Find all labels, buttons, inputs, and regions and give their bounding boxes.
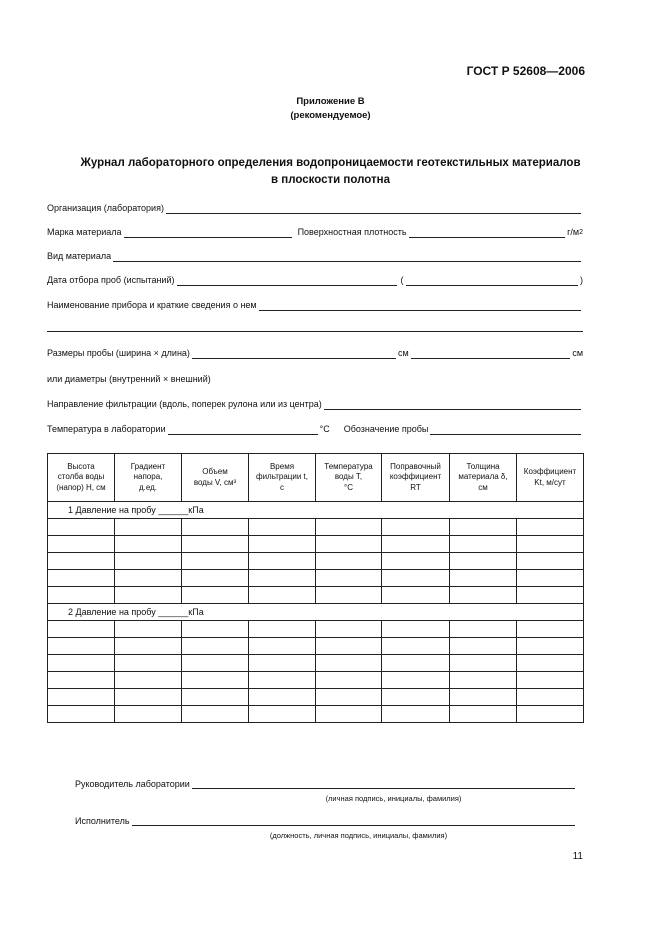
table-cell bbox=[182, 519, 249, 536]
table-cell bbox=[48, 655, 115, 672]
table-cell bbox=[517, 638, 584, 655]
table-cell bbox=[450, 587, 517, 604]
table-cell bbox=[115, 706, 182, 723]
table-cell bbox=[115, 553, 182, 570]
col-head-temperature: Температура воды T, °С bbox=[316, 454, 382, 502]
table-cell bbox=[115, 519, 182, 536]
table-cell bbox=[249, 553, 316, 570]
table-group-row bbox=[48, 604, 584, 621]
table-cell bbox=[316, 587, 382, 604]
surface-density-label: Поверхностная плотность bbox=[297, 227, 407, 237]
table-cell bbox=[382, 570, 450, 587]
table-cell bbox=[382, 536, 450, 553]
appendix-status: (рекомендуемое) bbox=[290, 110, 371, 121]
table-cell bbox=[517, 570, 584, 587]
lab-temperature-line bbox=[168, 424, 318, 435]
table-cell bbox=[382, 621, 450, 638]
table-cell bbox=[450, 570, 517, 587]
table-cell bbox=[517, 621, 584, 638]
head-signature-row bbox=[75, 778, 577, 789]
table-row bbox=[48, 638, 584, 655]
table-cell bbox=[249, 706, 316, 723]
table-cell bbox=[182, 621, 249, 638]
table-cell bbox=[382, 689, 450, 706]
instrument-label: Наименование прибора и краткие сведения о нем bbox=[47, 300, 257, 310]
table-cell bbox=[182, 570, 249, 587]
table-cell bbox=[382, 519, 450, 536]
diameters-label: или диаметры (внутренний × внешний) bbox=[47, 374, 211, 384]
table-group-row bbox=[48, 502, 584, 519]
table-row bbox=[48, 587, 584, 604]
table-cell bbox=[316, 621, 382, 638]
table-cell bbox=[316, 519, 382, 536]
table-row bbox=[48, 706, 584, 723]
table-cell bbox=[48, 621, 115, 638]
material-row bbox=[47, 224, 583, 238]
material-type-row bbox=[47, 248, 583, 262]
table-cell bbox=[48, 638, 115, 655]
table-cell bbox=[182, 655, 249, 672]
table-cell bbox=[316, 570, 382, 587]
table-cell bbox=[316, 655, 382, 672]
table-cell bbox=[182, 536, 249, 553]
table-header-row bbox=[48, 454, 584, 502]
organization-label: Организация (лаборатория) bbox=[47, 203, 164, 213]
table-cell bbox=[249, 638, 316, 655]
table-cell bbox=[517, 536, 584, 553]
table-cell bbox=[48, 672, 115, 689]
material-brand-line bbox=[124, 227, 292, 238]
table-row bbox=[48, 519, 584, 536]
col-head-height: Высота столба воды (напор) H, см bbox=[48, 454, 115, 502]
table-cell bbox=[382, 706, 450, 723]
organization-row bbox=[47, 200, 583, 214]
table-cell bbox=[517, 553, 584, 570]
table-cell bbox=[115, 672, 182, 689]
sample-length-unit: см bbox=[572, 348, 583, 358]
head-caption: (личная подпись, инициалы, фамилия) bbox=[325, 794, 462, 803]
table-cell bbox=[316, 706, 382, 723]
page-title-line1: Журнал лабораторного определения водопроницаемости геотекстильных материалов bbox=[80, 157, 581, 169]
table-cell bbox=[382, 553, 450, 570]
sample-width-line bbox=[192, 348, 396, 359]
journal-table bbox=[47, 453, 584, 723]
diameters-row bbox=[47, 371, 583, 385]
sample-length-line bbox=[411, 348, 571, 359]
table-cell bbox=[316, 638, 382, 655]
filtration-direction-row bbox=[47, 396, 583, 410]
table-cell bbox=[249, 672, 316, 689]
table-row bbox=[48, 570, 584, 587]
table-cell bbox=[517, 706, 584, 723]
table-cell bbox=[382, 587, 450, 604]
sample-designation-label: Обозначение пробы bbox=[343, 424, 429, 434]
table-cell bbox=[182, 689, 249, 706]
standard-code: ГОСТ Р 52608—2006 bbox=[466, 64, 585, 78]
table-cell bbox=[115, 570, 182, 587]
col-head-correction: Поправочный коэффициент RT bbox=[382, 454, 450, 502]
table-cell bbox=[450, 672, 517, 689]
instrument-line bbox=[259, 300, 581, 311]
table-cell bbox=[316, 689, 382, 706]
table-cell bbox=[249, 536, 316, 553]
table-cell bbox=[115, 536, 182, 553]
appendix-label: Приложение В bbox=[296, 96, 365, 107]
temperature-unit: °С bbox=[319, 424, 330, 434]
table-cell bbox=[517, 689, 584, 706]
table-cell bbox=[249, 570, 316, 587]
table-row bbox=[48, 536, 584, 553]
sampling-date-label: Дата отбора проб (испытаний) bbox=[47, 275, 175, 285]
open-paren: ( bbox=[400, 275, 404, 285]
table-cell bbox=[48, 553, 115, 570]
sample-size-row bbox=[47, 345, 583, 359]
table-cell bbox=[450, 553, 517, 570]
group-label: 1 Давление на пробу ______кПа bbox=[48, 502, 584, 519]
table-cell bbox=[115, 655, 182, 672]
close-paren: ) bbox=[580, 275, 583, 285]
table-cell bbox=[249, 519, 316, 536]
instrument-continuation-line bbox=[47, 331, 583, 332]
table-cell bbox=[182, 553, 249, 570]
organization-line bbox=[166, 203, 581, 214]
sample-width-unit: см bbox=[397, 348, 409, 358]
table-cell bbox=[48, 706, 115, 723]
head-signature-line bbox=[192, 778, 575, 789]
surface-density-unit: г/м bbox=[567, 227, 580, 237]
table-cell bbox=[48, 689, 115, 706]
surface-density-line bbox=[409, 227, 566, 238]
table-cell bbox=[48, 570, 115, 587]
table-cell bbox=[249, 655, 316, 672]
temperature-row bbox=[47, 421, 583, 435]
col-head-coefficient: Коэффициент Kt, м/сут bbox=[517, 454, 584, 502]
table-cell bbox=[450, 706, 517, 723]
table-cell bbox=[450, 621, 517, 638]
table-cell bbox=[382, 672, 450, 689]
col-head-gradient: Градиент напора, д.ед. bbox=[115, 454, 182, 502]
lab-temperature-label: Температура в лаборатории bbox=[47, 424, 166, 434]
table-cell bbox=[450, 638, 517, 655]
table-cell bbox=[316, 536, 382, 553]
table-row bbox=[48, 553, 584, 570]
table-cell bbox=[48, 519, 115, 536]
table-cell bbox=[249, 587, 316, 604]
table-cell bbox=[517, 672, 584, 689]
table-cell bbox=[517, 655, 584, 672]
table-row bbox=[48, 672, 584, 689]
col-head-thickness: Толщина материала δ, см bbox=[450, 454, 517, 502]
group-label: 2 Давление на пробу ______кПа bbox=[48, 604, 584, 621]
executor-signature-row bbox=[75, 815, 577, 826]
table-cell bbox=[517, 519, 584, 536]
sample-size-label: Размеры пробы (ширина × длина) bbox=[47, 348, 190, 358]
filtration-direction-line bbox=[324, 399, 581, 410]
table-row bbox=[48, 621, 584, 638]
table-cell bbox=[450, 536, 517, 553]
table-cell bbox=[382, 655, 450, 672]
table-row bbox=[48, 655, 584, 672]
col-head-volume: Объем воды V, см³ bbox=[182, 454, 249, 502]
table-cell bbox=[517, 587, 584, 604]
table-cell bbox=[316, 672, 382, 689]
material-type-label: Вид материала bbox=[47, 251, 112, 261]
sampling-date-line bbox=[177, 275, 397, 286]
table-cell bbox=[115, 689, 182, 706]
executor-caption: (должность, личная подпись, инициалы, фамилия) bbox=[269, 831, 448, 840]
table-row bbox=[48, 689, 584, 706]
page-number: 11 bbox=[572, 851, 583, 862]
table-cell bbox=[249, 689, 316, 706]
sample-designation-line bbox=[430, 424, 581, 435]
executor-label: Исполнитель bbox=[75, 816, 130, 826]
col-head-time: Время фильтрации t, с bbox=[249, 454, 316, 502]
table-cell bbox=[382, 638, 450, 655]
table-cell bbox=[249, 621, 316, 638]
test-date-line bbox=[406, 275, 579, 286]
table-cell bbox=[115, 621, 182, 638]
instrument-row bbox=[47, 297, 583, 311]
table-cell bbox=[450, 689, 517, 706]
table-cell bbox=[48, 536, 115, 553]
material-type-line bbox=[113, 251, 581, 262]
table-cell bbox=[450, 655, 517, 672]
surface-density-sup: 2 bbox=[579, 229, 583, 236]
sampling-date-row bbox=[47, 272, 583, 286]
table-cell bbox=[115, 587, 182, 604]
table-cell bbox=[182, 706, 249, 723]
head-label: Руководитель лаборатории bbox=[75, 779, 190, 789]
table-cell bbox=[316, 553, 382, 570]
executor-signature-line bbox=[132, 815, 575, 826]
table-cell bbox=[182, 638, 249, 655]
table-cell bbox=[115, 638, 182, 655]
table-cell bbox=[182, 672, 249, 689]
table-cell bbox=[450, 519, 517, 536]
page-title-line2: в плоскости полотна bbox=[271, 174, 390, 186]
table-cell bbox=[182, 587, 249, 604]
filtration-direction-label: Направление фильтрации (вдоль, поперек рулона или из центра) bbox=[47, 399, 322, 409]
table-cell bbox=[48, 587, 115, 604]
material-brand-label: Марка материала bbox=[47, 227, 122, 237]
table-body bbox=[48, 502, 584, 723]
